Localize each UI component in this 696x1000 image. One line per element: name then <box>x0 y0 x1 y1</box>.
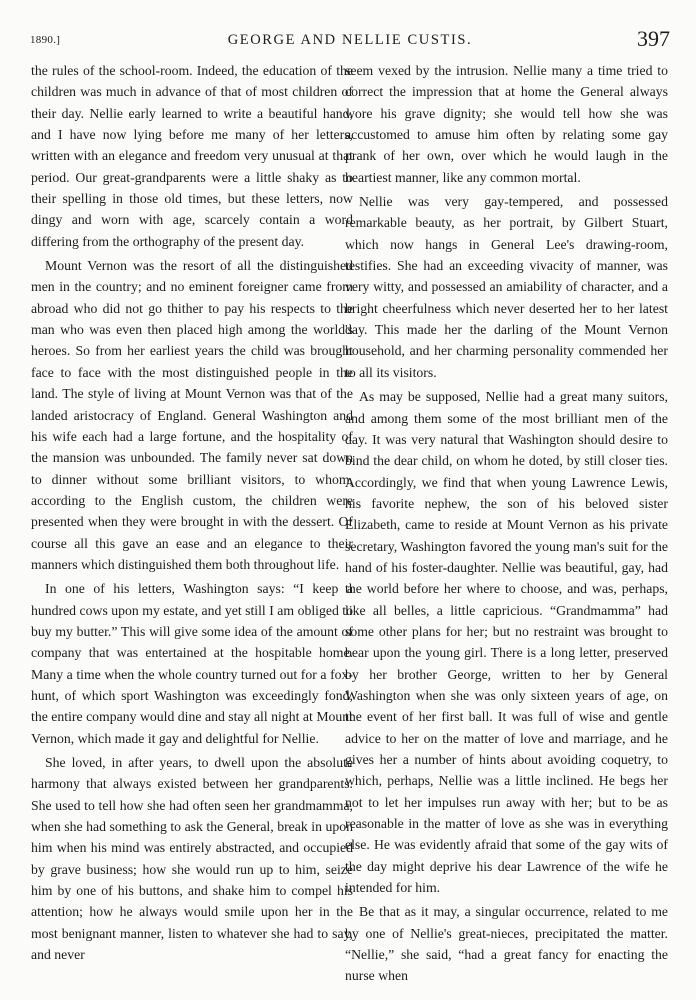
paragraph: In one of his letters, Washington says: “I keep a hundred cows upon my estate, and yet still I am obliged to buy my butter.” This will give some idea of the amount of company that was entertained at the hospitable home. Many a time when the whole country turned out for a fox-hunt, of which sport Washington was exceedingly fond, the entire company would dine and stay all night at Mount Vernon, which made it gay and delightful for Nellie. <box>31 581 353 746</box>
page-number: 397 <box>637 26 670 51</box>
paragraph: Nellie was very gay-tempered, and possessed remarkable beauty, as her portrait, by Gilbert Stuart, which now hangs in General Lee's drawing-room, testifies. She had an exceeding vivacity of manner, was very witty, and possessed an amiability of character, and a bright cheerfulness which never deserted her to her latest day. This made her the darling of the Mount Vernon household, and her charming personality commended her to all its visitors. <box>345 194 668 380</box>
paragraph: Be that as it may, a singular occurrence, related to me by one of Nellie's great-nieces, precipitated the matter. “Nellie,” she said, “had a great fancy for enacting the nurse when <box>345 904 668 984</box>
header-title: GEORGE AND NELLIE CUSTIS. <box>227 32 473 48</box>
paragraph: seem vexed by the intrusion. Nellie many a time tried to correct the impression that at home the General always wore his grave dignity; she would tell how she was accustomed to amuse him often by relating some gay prank of her own, over which he would laugh in the heartiest manner, like any common mortal. <box>345 63 668 185</box>
right-column <box>345 60 668 987</box>
paragraph: Mount Vernon was the resort of all the distinguished men in the country; and no eminent foreigner came from abroad who did not go thither to pay his respects to the man who was even then placed high among the world's heroes. So from her earliest years the child was brought face to face with the most distinguished people in the land. The style of living at Mount Vernon was that of the landed aristocracy of England. General Washington and his wife each had a large fortune, and the hospitality of the mansion was unbounded. The family never sat down to dinner without some brilliant visitors, to whom, according to the English custom, the children were presented when they were brought in with the dessert. Of course all this gave an ease and an elegance to their manners which distinguished them both throughout life. <box>31 258 353 572</box>
running-header <box>30 26 670 56</box>
header-year: 1890.] <box>30 34 61 46</box>
paragraph: She loved, in after years, to dwell upon the absolute harmony that always existed between her grandparents. She used to tell how she had often seen her grandmamma, when she had something to ask the General, break in upon him when his mind was entirely abstracted, and occupied by grave business; how she would run up to him, seize him by one of his buttons, and shake him to compel his attention; how he always would smile upon her in the most benignant manner, listen to whatever she had to say, and never <box>31 755 353 963</box>
paragraph: the rules of the school-room. Indeed, the education of the children was much in advance of that of most children of their day. Nellie early learned to write a beautiful hand, and I have now lying before me many of her letters, written with an elegance and freedom very unusual at that period. Our great-grandparents were a little shaky as to their spelling in those old times, but these letters, now dingy and worn with age, scarcely contain a word differing from the orthography of the present day. <box>31 63 353 249</box>
left-column <box>31 60 353 965</box>
paragraph: As may be supposed, Nellie had a great many suitors, and among them some of the most brilliant men of the day. It was very natural that Washington should desire to bind the dear child, on whom he doted, by still closer ties. Accordingly, we find that when young Lawrence Lewis, his favorite nephew, the son of his beloved sister Elizabeth, came to reside at Mount Vernon as his private secretary, Washington favored the young man's suit for the hand of his foster-daughter. Nellie was beautiful, gay, had the world before her where to choose, and was, perhaps, like all belles, a little capricious. “Grandmamma” had some other plans for her; but no restraint was brought to bear upon the young girl. There is a long letter, preserved by her brother George, written to her by General Washington when she was only sixteen years of age, on the event of her first ball. It was full of wise and gentle advice to her on the matter of love and marriage, and he gives her a number of hints about avoiding coquetry, to which, perhaps, Nellie was a little inclined. He begs her not to let her impulses run away with her; but to be as reasonable in the matter of love as she was in everything else. He was evidently afraid that some of the gay wits of the day might deprive his dear Lawrence of the wife he intended for him. <box>345 389 668 896</box>
